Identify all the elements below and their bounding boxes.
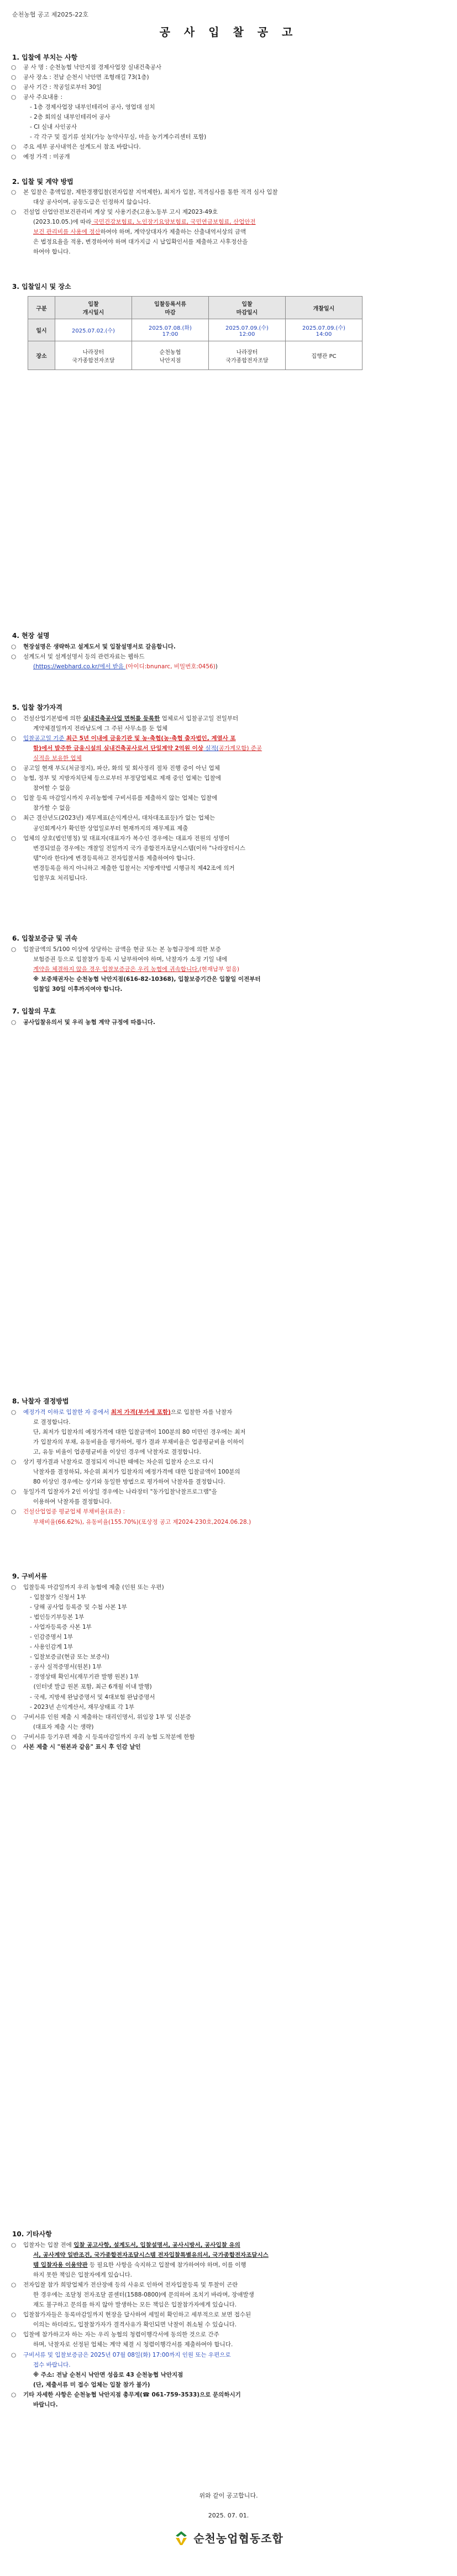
table-row bbox=[28, 319, 363, 341]
doc-list-item: - 경영상태 확인서(재무기관 발행 원본) 1부 bbox=[30, 1674, 139, 1681]
announcement-date: 2025. 07. 01. bbox=[208, 2512, 249, 2519]
section-4-body: ○ 현장설명은 생략하고 설계도서 및 입찰설명서로 갈음합니다. ○ 설계도서 및 설계설명서 등의 관련자료는 웹하드 (https://webhard.co.kr/에서 받음 (아이디:bnunarc, 비밀번호:0456)) bbox=[11, 643, 218, 671]
section-2-heading: 2. 입찰 및 계약 방법 bbox=[12, 178, 73, 186]
organization-logo bbox=[0, 2530, 457, 2548]
section-1-heading: 1. 입찰에 부치는 사항 bbox=[12, 54, 78, 61]
section-6-body: ○ 입찰금액의 5/100 이상에 상당하는 금액을 현금 또는 본 농협규정에 의한 보증 보험증권 등으로 입찰참가 등록 시 납부하여야 하며, 낙찰자가 소정 기일 내에 계약을 체결하지 않을 경우 입찰보증금은 우리 농협에 귀속합니다.(현재납부 없음) ※ 보증채권자는 순천농협 낙안지점(616-82-10368), 입찰보증기간은 입찰일 이전부터 입찰일 30일 이후까지여야 합니다. bbox=[11, 946, 261, 993]
doc-list-item: - 법인등기부등본 1부 bbox=[30, 1614, 85, 1621]
webhard-link[interactable]: (https://webhard.co.kr/에서 받음 bbox=[33, 663, 126, 671]
s1-item: ○ 공 사 명 : 순천농협 낙안지점 경제사업장 실내건축공사 bbox=[11, 64, 162, 71]
doc-list-item: - 2023년 손익계산서, 재무상태표 각 1부 bbox=[30, 1703, 135, 1711]
s1-item: ○ 공사 장소 : 전남 순천시 낙안면 조형래길 73(1층) bbox=[11, 74, 149, 81]
doc-list-item: - 국세, 지방세 완납증명서 및 4대보험 완납증명서 bbox=[30, 1693, 155, 1701]
nh-logo-icon bbox=[174, 2530, 189, 2546]
table-cell: 장소 bbox=[28, 341, 55, 370]
page-title: 공 사 입 찰 공 고 bbox=[159, 25, 298, 39]
s1-item: ○ 주요 세부 공사내역은 설계도서 참조 바랍니다. bbox=[11, 144, 141, 151]
section-1-body bbox=[0, 62, 457, 162]
section-9-body: ○ 입찰등록 마감일까지 우리 농협에 제출 (인원 또는 우편) - 입찰참가 신청서 1부 - 당해 공사업 등록증 및 수첩 사본 1부 - 법인등기부등본 1부 - 사업자등록증 사본 1부 - 인감증명서 1부 - 사용인감계 1부 - 입찰보증금(현금 또는 보증서) - 공사 실적증명서(원본) 1부 - 경영상태 확인서(재무기관 발행 원본) 1부 (인터넷 발급 원본 포함, 최근 6개월 이내 발행) - 국세, 지방세 완납증명서 및 4대보험 완납증명서 - 2023년 손익계산서, 재무상태표 각 1부 ○ 구비서류 인원 제출 시 제출하는 대리인명서, 위임장 1부 및 신분증 (대표자 제출 시는 생략) ○ 구비서류 등기우편 제출 시 등록마감일까지 우리 농협 도착분에 한함 ○ 사본 제출 시 "원본과 같음" 표시 후 인감 날인 bbox=[0, 1582, 457, 1752]
section-4-heading: 4. 현장 설명 bbox=[12, 632, 50, 640]
section-10-heading: 10. 기타사항 bbox=[12, 2230, 52, 2238]
table-cell: 나라장터 국가종합전자조달 bbox=[209, 341, 286, 370]
section-10-body: ○ 입찰자는 입찰 전에 입찰 공고사항, 설계도서, 입찰설명서, 공사시방서, 공사입찰 유의 서, 공사계약 일반조건, 국가종합전자조달시스템 전자입찰특별유의서, 국가종합전자조달시스 템 입찰자용 이용약관 등 필요한 사항을 숙지하고 입찰에 참가하여야 하며, 이를 이행 하지 못한 책임은 입찰자에게 있습니다. ○ 전자입찰 참가 희망업체가 전산장애 등의 사유로 인하여 전자입찰등록 및 투찰이 곤란 한 경우에는 조달청 전자조달 콜센터(1588-0800)에 문의하여 조치기 바라며, 장애발생 재도 불구하고 문의를 하지 않아 발생하는 모든 책임은 입찰참가자에게 있습니다. ○ 입찰참가자들은 동록마감일까지 현장을 답사하여 세밀히 확인하고 세부적으로 보면 접수된 이의는 하더라도, 입찰참가자가 결격사유가 확인되면 낙찰이 취소될 수 있습니다. ○ 입찰에 참가하고자 하는 자는 우리 농협의 청렴이행각서에 동의한 것으로 간주 하며, 낙찰자로 선정된 업체는 계약 체결 시 청렴이행각서를 제출하여야 합니다. ○ 구비서류 및 입찰보증금은 2025년 07월 08일(화) 17:00까지 인원 또는 우편으로 접수 바랍니다. ※ 주소: 전남 순천시 낙안면 성읍로 43 순천농협 낙안지점 (단, 제출서류 미 접수 업체는 입찰 참가 불가) ○ 기타 자세한 사항은 순천농협 낙안지점 총무계(☎ 061-759-3533)으로 문의하시기 바랍니다. bbox=[11, 2242, 269, 2408]
table-cell: 2025.07.02.(수) bbox=[55, 319, 132, 341]
table-cell: 2025.07.08.(화) 17:00 bbox=[132, 319, 209, 341]
doc-list-item: - 인감증명서 1부 bbox=[30, 1634, 73, 1641]
section-5-heading: 5. 입찰 참가자격 bbox=[12, 704, 62, 711]
section-5-body: ○ 건설산업기본법에 의한 실내건축공사업 면허를 등록한 업체로서 입찰공고일 전일부터 계약체결일까지 전라남도에 그 주된 사무소를 둔 업체 ○ 입찰공고일 기준 최근 5년 이내에 금융기관 및 농·축협(농·축협 출자법인, 계열사 포 함)에서 발주한 금융시설의 실내건축공사로서 단일계약 2억원 이상 실적(공가계모합) 준공 실적을 보유한 업체 ○ 공고일 현재 부도(처금정지), 파산, 화의 및 회사정리 절차 진행 중이 아닌 업체 ○ 농협, 정부 및 지방자치단체 등으로부터 부정당업체로 제재 중인 업체는 입찰에 참여할 수 없음 ○ 입찰 등록 마감일시까지 우리농협에 구비서류를 제출하지 않는 업체는 입찰에 참가할 수 없음 ○ 최근 결산년도(2023년) 재무제표(손익계산서, 대차대조표등)가 없는 업체는 공인회계사가 확인한 상업일로부터 현재까지의 재무제표 제출 ○ 업체의 상호(법인명칭) 및 대표자(대표자가 복수인 경우에는 대표자 전원의 성명이 변경되었을 경우에는 개찰일 전일까지 국가 종합전자조달시스템(이하 "나라장터시스 템"이라 한다)에 변경등록하고 전자입찰서를 제출하여야 합니다. 변경등록을 하지 아니하고 제출한 입찰서는 지방계약법 시행규칙 제42조에 의거 입찰무효 처리됩니다. bbox=[11, 715, 262, 881]
section-6-heading: 6. 입찰보증금 및 귀속 bbox=[12, 935, 78, 942]
table-cell: 2025.07.09.(수) 14:00 bbox=[286, 319, 363, 341]
s1-subitem: - 1층 경제사업장 내부인테리어 공사, 영업대 설치 bbox=[30, 104, 155, 111]
document-number: 순천농협 공고 제2025-22호 bbox=[12, 11, 88, 18]
doc-list-item: - 사용인감계 1부 bbox=[30, 1644, 73, 1651]
s1-item: ○ 공사 기간 : 착공일로부터 30일 bbox=[11, 84, 102, 91]
table-header-cell: 입찰등록서류 마감 bbox=[132, 297, 209, 319]
s1-item: ○ 예정 가격 : 미공개 bbox=[11, 154, 70, 161]
table-header-cell: 구분 bbox=[28, 297, 55, 319]
table-cell: 집행관 PC bbox=[286, 341, 363, 370]
table-header-cell: 입찰 마감일시 bbox=[209, 297, 286, 319]
table-cell: 일시 bbox=[28, 319, 55, 341]
section-7-heading: 7. 입찰의 무효 bbox=[12, 1007, 56, 1015]
closing-statement: 위와 같이 공고합니다. bbox=[199, 2492, 258, 2499]
doc-list-item: - 사업자등록증 사본 1부 bbox=[30, 1624, 92, 1631]
section-3-heading: 3. 입찰일시 및 장소 bbox=[12, 283, 71, 291]
section-9-heading: 9. 구비서류 bbox=[12, 1572, 48, 1580]
table-cell: 나라장터 국가종합전자조달 bbox=[55, 341, 132, 370]
s1-subitem: - 2층 회의실 내부인테리어 공사 bbox=[30, 114, 111, 121]
schedule-table bbox=[28, 296, 363, 370]
table-header-cell: 개찰일시 bbox=[286, 297, 363, 319]
section-2-body: ○ 본 입찰은 총액입찰, 제한경쟁입찰(전자입찰 지역제한), 최저가 입찰, 적격심사를 통한 적격 심사 입찰 대상 공사이며, 공동도급은 인정하지 않습니다. ○ 건설업 산업안전보건관리비 계상 및 사용기준(고용노동부 고시 제2023-49호 (2023.10.05.)에 따라 국민건강보험료, 노인장기요양보험료, 국민연금보험료, 산업안전 보건 관리비를 사용에 정산하여야 하며, 계약상대자가 제출하는 산출내역서상의 금액 은 법정요율을 적용, 변경하여야 하며 대가지급 시 납입확인서를 제출하고 사후정산을 하여야 합니다. bbox=[11, 189, 278, 256]
doc-list-item: (인터넷 발급 원본 포함, 최근 6개월 이내 발행) bbox=[30, 1683, 152, 1691]
doc-list-item: - 입찰참가 신청서 1부 bbox=[30, 1594, 86, 1601]
table-header-row bbox=[28, 297, 363, 319]
section-7-body: ○ 공사입찰유의서 및 우리 농협 계약 규정에 따릅니다. bbox=[11, 1019, 155, 1026]
doc-list-item: - 입찰보증금(현금 또는 보증서) bbox=[30, 1654, 109, 1661]
table-cell: 2025.07.09.(수) 12:00 bbox=[209, 319, 286, 341]
table-cell: 순천농협 낙안지점 bbox=[132, 341, 209, 370]
section-8-heading: 8. 낙찰자 결정방법 bbox=[12, 1397, 69, 1405]
s1-subitem: - CI 실내 사인공사 bbox=[30, 124, 77, 131]
s1-item: ○ 공사 주요내용 : bbox=[11, 94, 63, 101]
table-header-cell: 입찰 개시일시 bbox=[55, 297, 132, 319]
table-row bbox=[28, 341, 363, 370]
doc-list-item: - 당해 공사업 등록증 및 수첩 사본 1부 bbox=[30, 1604, 127, 1611]
organization-name: 순천농업협동조합 bbox=[193, 2532, 283, 2545]
s1-subitem: - 각 각구 및 집기류 설치(가능 농약사무실, 마을 농기계수리센터 포함) bbox=[30, 134, 207, 141]
section-8-body: ○ 예정가격 이하로 입찰한 자 중에서 최저 가격(부가세 포함)으로 입찰한 자를 낙찰자 로 결정합니다. 단, 최저가 입찰자의 예정가격에 대한 입찰금액이 100분의 80 미만인 경우에는 최저 가 입찰자의 부채, 유동비율을 평가하여, 평가 결과 부채비율은 업종평균비율 이하이 고, 유동 비율이 업종평균비율 이상인 경우에 낙찰자로 결정합니다. ○ 상기 평가결과 낙찰자로 결정되지 아니한 때에는 차순위 입찰자 순으로 다시 낙찰자를 결정하되, 차순위 최저가 입찰자의 예정가격에 대한 입찰금액이 100분의 80 이상인 경우에는 상기와 동일한 방법으로 평가하여 낙찰자를 결정합니다. ○ 동일가격 입찰자가 2인 이상일 경우에는 나라장터 "동가입찰낙찰프로그램"을 이용하여 낙찰자를 결정합니다. ○ 건설산업업종 평균업체 부채비율(표준) : 부채비율(66.62%), 유동비율(155.70%)(포상정 공고 제2024-230호,2024.06.28.) bbox=[11, 1409, 251, 1525]
doc-list-item: - 공사 실적증명서(원본) 1부 bbox=[30, 1664, 102, 1671]
